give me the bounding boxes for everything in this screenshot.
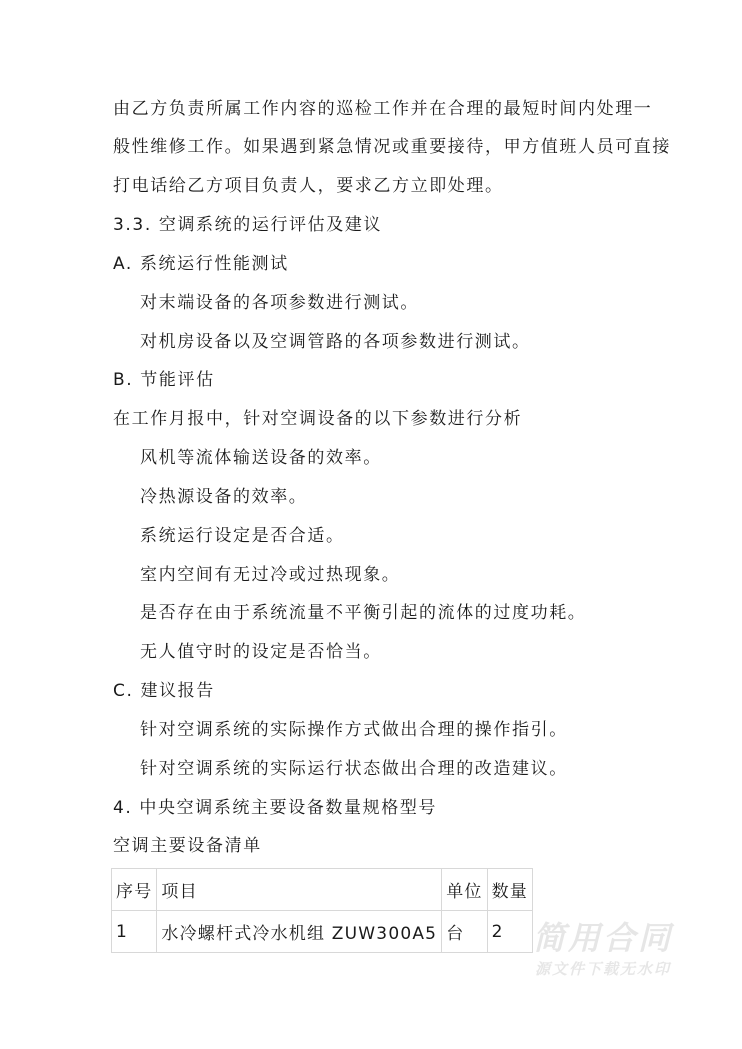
list-item: 冷热源设备的效率。 — [140, 487, 308, 507]
table-cell: 水冷螺杆式冷水机组 ZUW300A5 — [157, 911, 442, 953]
table-header-cell: 单位 — [442, 869, 487, 911]
table-header-cell: 序号 — [112, 869, 157, 911]
table-header-row — [112, 869, 533, 911]
list-title: 空调主要设备清单 — [113, 836, 262, 856]
subsection-heading-b: B. 节能评估 — [113, 370, 215, 390]
table-cell: 1 — [112, 911, 157, 953]
table-row — [112, 911, 533, 953]
equipment-table — [111, 868, 533, 953]
list-item: 是否存在由于系统流量不平衡引起的流体的过度功耗。 — [140, 603, 587, 623]
list-item: 针对空调系统的实际运行状态做出合理的改造建议。 — [140, 759, 568, 779]
list-item: 对末端设备的各项参数进行测试。 — [140, 293, 419, 313]
watermark — [508, 918, 698, 980]
table-header-cell: 数量 — [487, 869, 532, 911]
paragraph-line: 般性维修工作。如果遇到紧急情况或重要接待，甲方值班人员可直接 — [113, 137, 671, 157]
watermark-sub-text: 源文件下载无水印 — [534, 960, 671, 978]
list-item: 对机房设备以及空调管路的各项参数进行测试。 — [140, 332, 531, 352]
section-heading-3-3: 3.3. 空调系统的运行评估及建议 — [113, 215, 383, 235]
table-header-cell: 项目 — [157, 869, 442, 911]
section-heading-4: 4. 中央空调系统主要设备数量规格型号 — [113, 798, 438, 818]
table-cell: 台 — [442, 911, 487, 953]
subsection-heading-a: A. 系统运行性能测试 — [113, 254, 289, 274]
list-item: 室内空间有无过冷或过热现象。 — [140, 565, 401, 585]
paragraph-line: 由乙方负责所属工作内容的巡检工作并在合理的最短时间内处理一 — [113, 99, 653, 119]
list-item: 针对空调系统的实际操作方式做出合理的操作指引。 — [140, 720, 568, 740]
list-item: 系统运行设定是否合适。 — [140, 526, 345, 546]
table-cell: 2 — [487, 911, 532, 953]
paragraph-line: 打电话给乙方项目负责人，要求乙方立即处理。 — [113, 176, 504, 196]
list-item: 无人值守时的设定是否恰当。 — [140, 642, 382, 662]
paragraph-line: 在工作月报中，针对空调设备的以下参数进行分析 — [113, 409, 523, 429]
list-item: 风机等流体输送设备的效率。 — [140, 448, 382, 468]
watermark-main-text: 简用合同 — [532, 919, 673, 957]
subsection-heading-c: C. 建议报告 — [113, 681, 215, 701]
